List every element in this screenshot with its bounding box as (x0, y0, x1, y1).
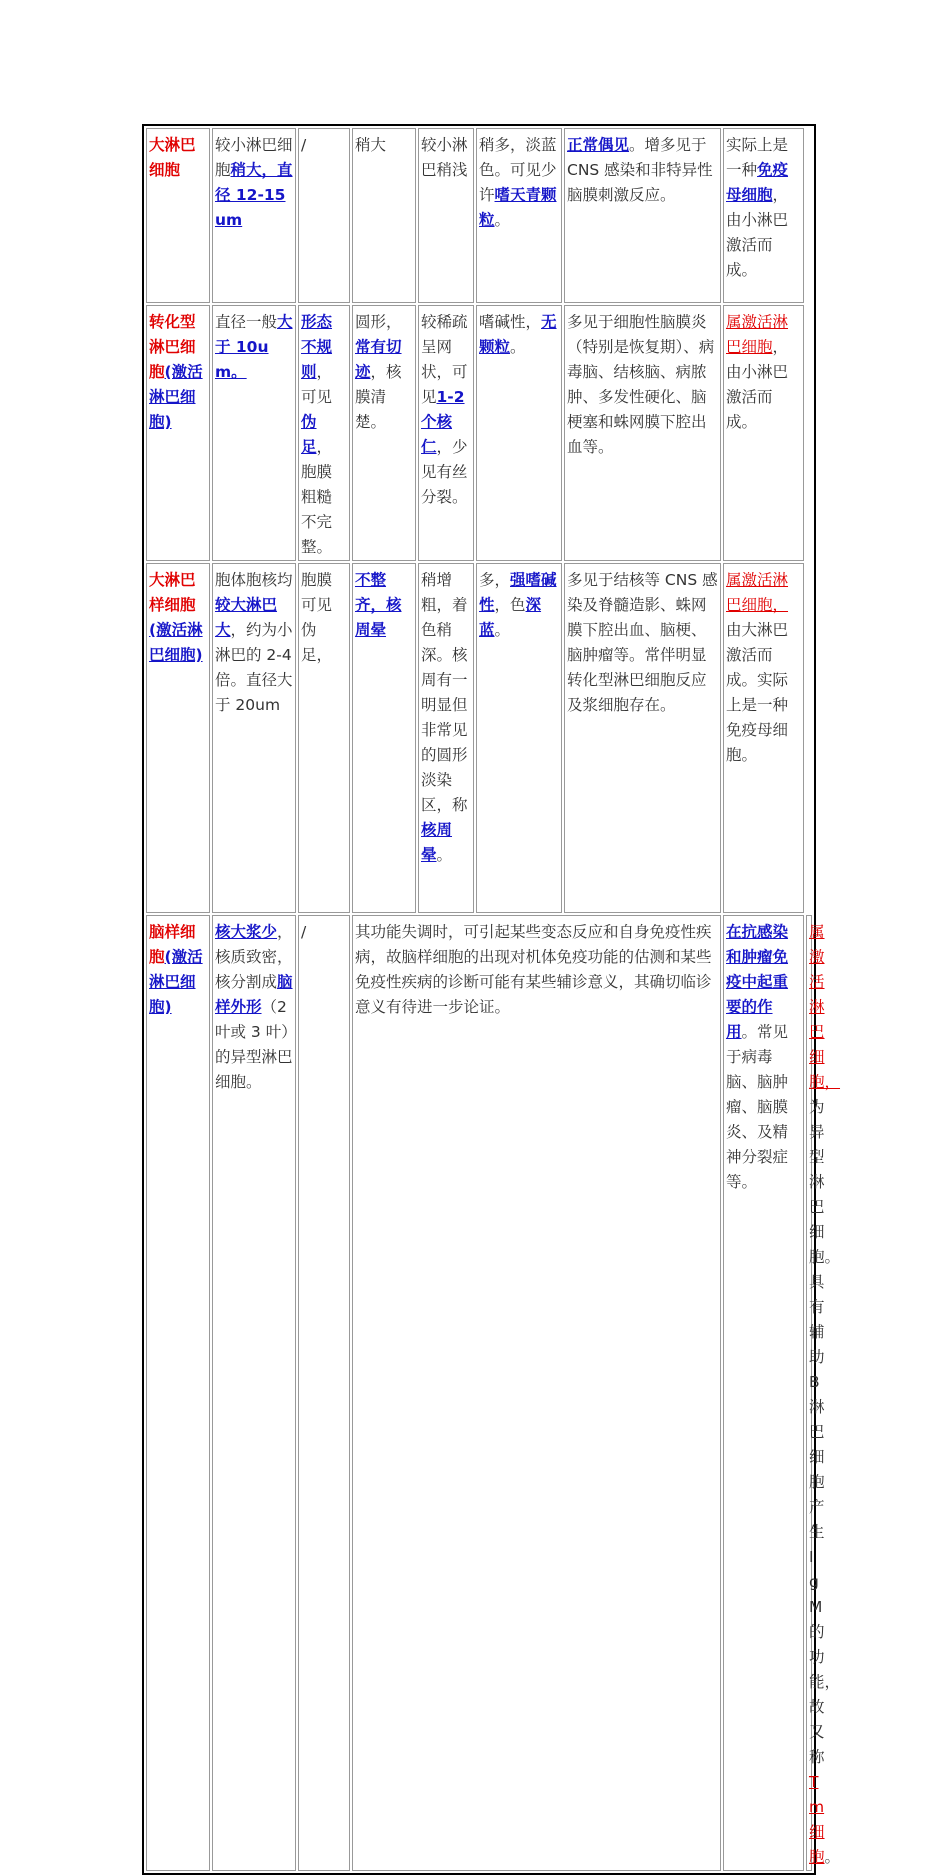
cell-nucleus (352, 563, 416, 913)
activated-link[interactable]: (激活淋巴细胞) (149, 948, 203, 1016)
cell-size: 直径一般大于 10um。 (212, 305, 296, 561)
cell-clinical: 多见于结核等 CNS 感染及脊髓造影、蛛网膜下腔出血、脑梗、脑肿瘤等。常伴明显转化型淋巴细胞反应及浆细胞存在。 (564, 563, 721, 913)
cell-size: 核大浆少，核质致密，核分割成脑样外形（2 叶或 3 叶）的异型淋巴细胞。 (212, 915, 296, 1871)
clinical-link[interactable]: 正常偶见 (567, 136, 630, 154)
immunity-link[interactable]: 在抗感染和肿瘤免疫中起重要的作用 (726, 923, 789, 1041)
deep-blue-link[interactable]: 深蓝 (479, 596, 542, 639)
cell-membrane: 形态不规则，可见伪足，胞膜粗糙不完整。 (298, 305, 350, 561)
cell-cytoplasm: 稍多，淡蓝色。可见少许嗜天青颗粒。 (476, 128, 562, 303)
row-large-lymphoid-cell (146, 563, 812, 913)
activated-link[interactable]: (激活淋巴细胞) (149, 621, 203, 664)
larger-link[interactable]: 较大淋巴大 (215, 596, 278, 639)
cell-note: 属激活淋巴细胞，由大淋巴激活而成。实际上是一种免疫母细胞。 (723, 563, 804, 913)
large-nucleus-link[interactable]: 核大浆少 (215, 923, 278, 941)
activated-lymph-link[interactable]: 属激活淋巴细胞， (726, 571, 789, 614)
size-link[interactable]: 大于 10um。 (215, 313, 293, 381)
activated-lymph-link[interactable]: 属激活淋巴细胞， (809, 923, 841, 1091)
nucleolus-link[interactable]: 1-2 个核仁 (421, 388, 465, 456)
no-granule-link[interactable]: 无颗粒 (479, 313, 557, 356)
cell-type-name: 脑样细胞(激活淋巴细胞) (146, 915, 210, 1871)
pseudopod-link[interactable]: 伪足 (301, 413, 317, 456)
size-link[interactable]: 稍大，直径 12-15um (215, 161, 293, 229)
cell-nucleus: 圆形，常有切迹，核膜清楚。 (352, 305, 416, 561)
basophilic-link[interactable]: 强嗜碱性 (479, 571, 557, 614)
cell-cytoplasm: 嗜碱性，无颗粒。 (476, 305, 562, 561)
cell-clinical: 正常偶见。增多见于 CNS 感染和非特异性脑膜刺激反应。 (564, 128, 721, 303)
cell-membrane: / (298, 128, 350, 303)
cell-chromatin: 较小淋巴稍浅 (418, 128, 474, 303)
cell-note: 属激活淋巴细胞，由小淋巴激活而成。 (723, 305, 804, 561)
row-transformed-lymphocyte (146, 305, 812, 561)
cell-significance: 其功能失调时，可引起某些变态反应和自身免疫性疾病，故脑样细胞的出现对机体免疫功能的估测和某些免疫性疾病的诊断可能有某些辅诊意义，其确切临诊意义有待进一步论证。 (352, 915, 721, 1871)
brain-shape-link[interactable]: 脑样外形 (215, 973, 293, 1016)
cell-chromatin: 稍增粗，着色稍深。核周有一明显但非常见的圆形淡染区，称核周晕。 (418, 563, 474, 913)
activated-lymph-link[interactable]: 属激活淋巴细胞 (726, 313, 789, 356)
irregular-link[interactable]: 不整齐，核周晕 (355, 571, 402, 639)
notch-link[interactable]: 常有切迹 (355, 338, 402, 381)
shape-link[interactable]: 形态不规则 (301, 313, 333, 381)
cell-membrane: / (298, 915, 350, 1871)
row-large-lymphocyte (146, 128, 812, 303)
granule-link[interactable]: 嗜天青颗粒 (479, 186, 557, 229)
cell-size: 胞体胞核均较大淋巴大，约为小淋巴的 2-4 倍。直径大于 20um (212, 563, 296, 913)
cell-note: 实际上是一种免疫母细胞，由小淋巴激活而成。 (723, 128, 804, 303)
row-brain-like-cell (146, 915, 812, 1871)
cell-type-name: 大淋巴样细胞(激活淋巴细胞) (146, 563, 210, 913)
cell-type-name: 转化型淋巴细胞(激活淋巴细胞) (146, 305, 210, 561)
tm-cell-link[interactable]: Tm 细胞 (809, 1773, 825, 1866)
cell-nucleus: 稍大 (352, 128, 416, 303)
cell-size: 较小淋巴细胞稍大，直径 12-15um (212, 128, 296, 303)
activated-link[interactable]: (激活淋巴细胞) (149, 363, 203, 431)
cell-clinical: 在抗感染和肿瘤免疫中起重要的作用。常见于病毒脑、脑肿瘤、脑膜炎、及精神分裂症等。 (723, 915, 804, 1871)
cell-chromatin: 较稀疏呈网状，可见1-2 个核仁，少见有丝分裂。 (418, 305, 474, 561)
cell-membrane: 胞膜可见伪足， (298, 563, 350, 913)
cell-clinical: 多见于细胞性脑膜炎（特别是恢复期）、病毒脑、结核脑、病脓肿、多发性硬化、脑梗塞和蛛网膜下腔出血等。 (564, 305, 721, 561)
immunoblast-link[interactable]: 免疫母细胞 (726, 161, 789, 204)
halo-link[interactable]: 核周晕 (421, 821, 453, 864)
cell-note: 属激活淋巴细胞，为异型淋巴细胞。具有辅助 B 淋巴细胞产生 IgM 的功能，故又称Tm 细胞。 (806, 915, 812, 1871)
cell-cytoplasm: 多，强嗜碱性，色深蓝。 (476, 563, 562, 913)
cell-comparison-table (142, 124, 841, 1875)
cell-type-name: 大淋巴细胞 (146, 128, 210, 303)
